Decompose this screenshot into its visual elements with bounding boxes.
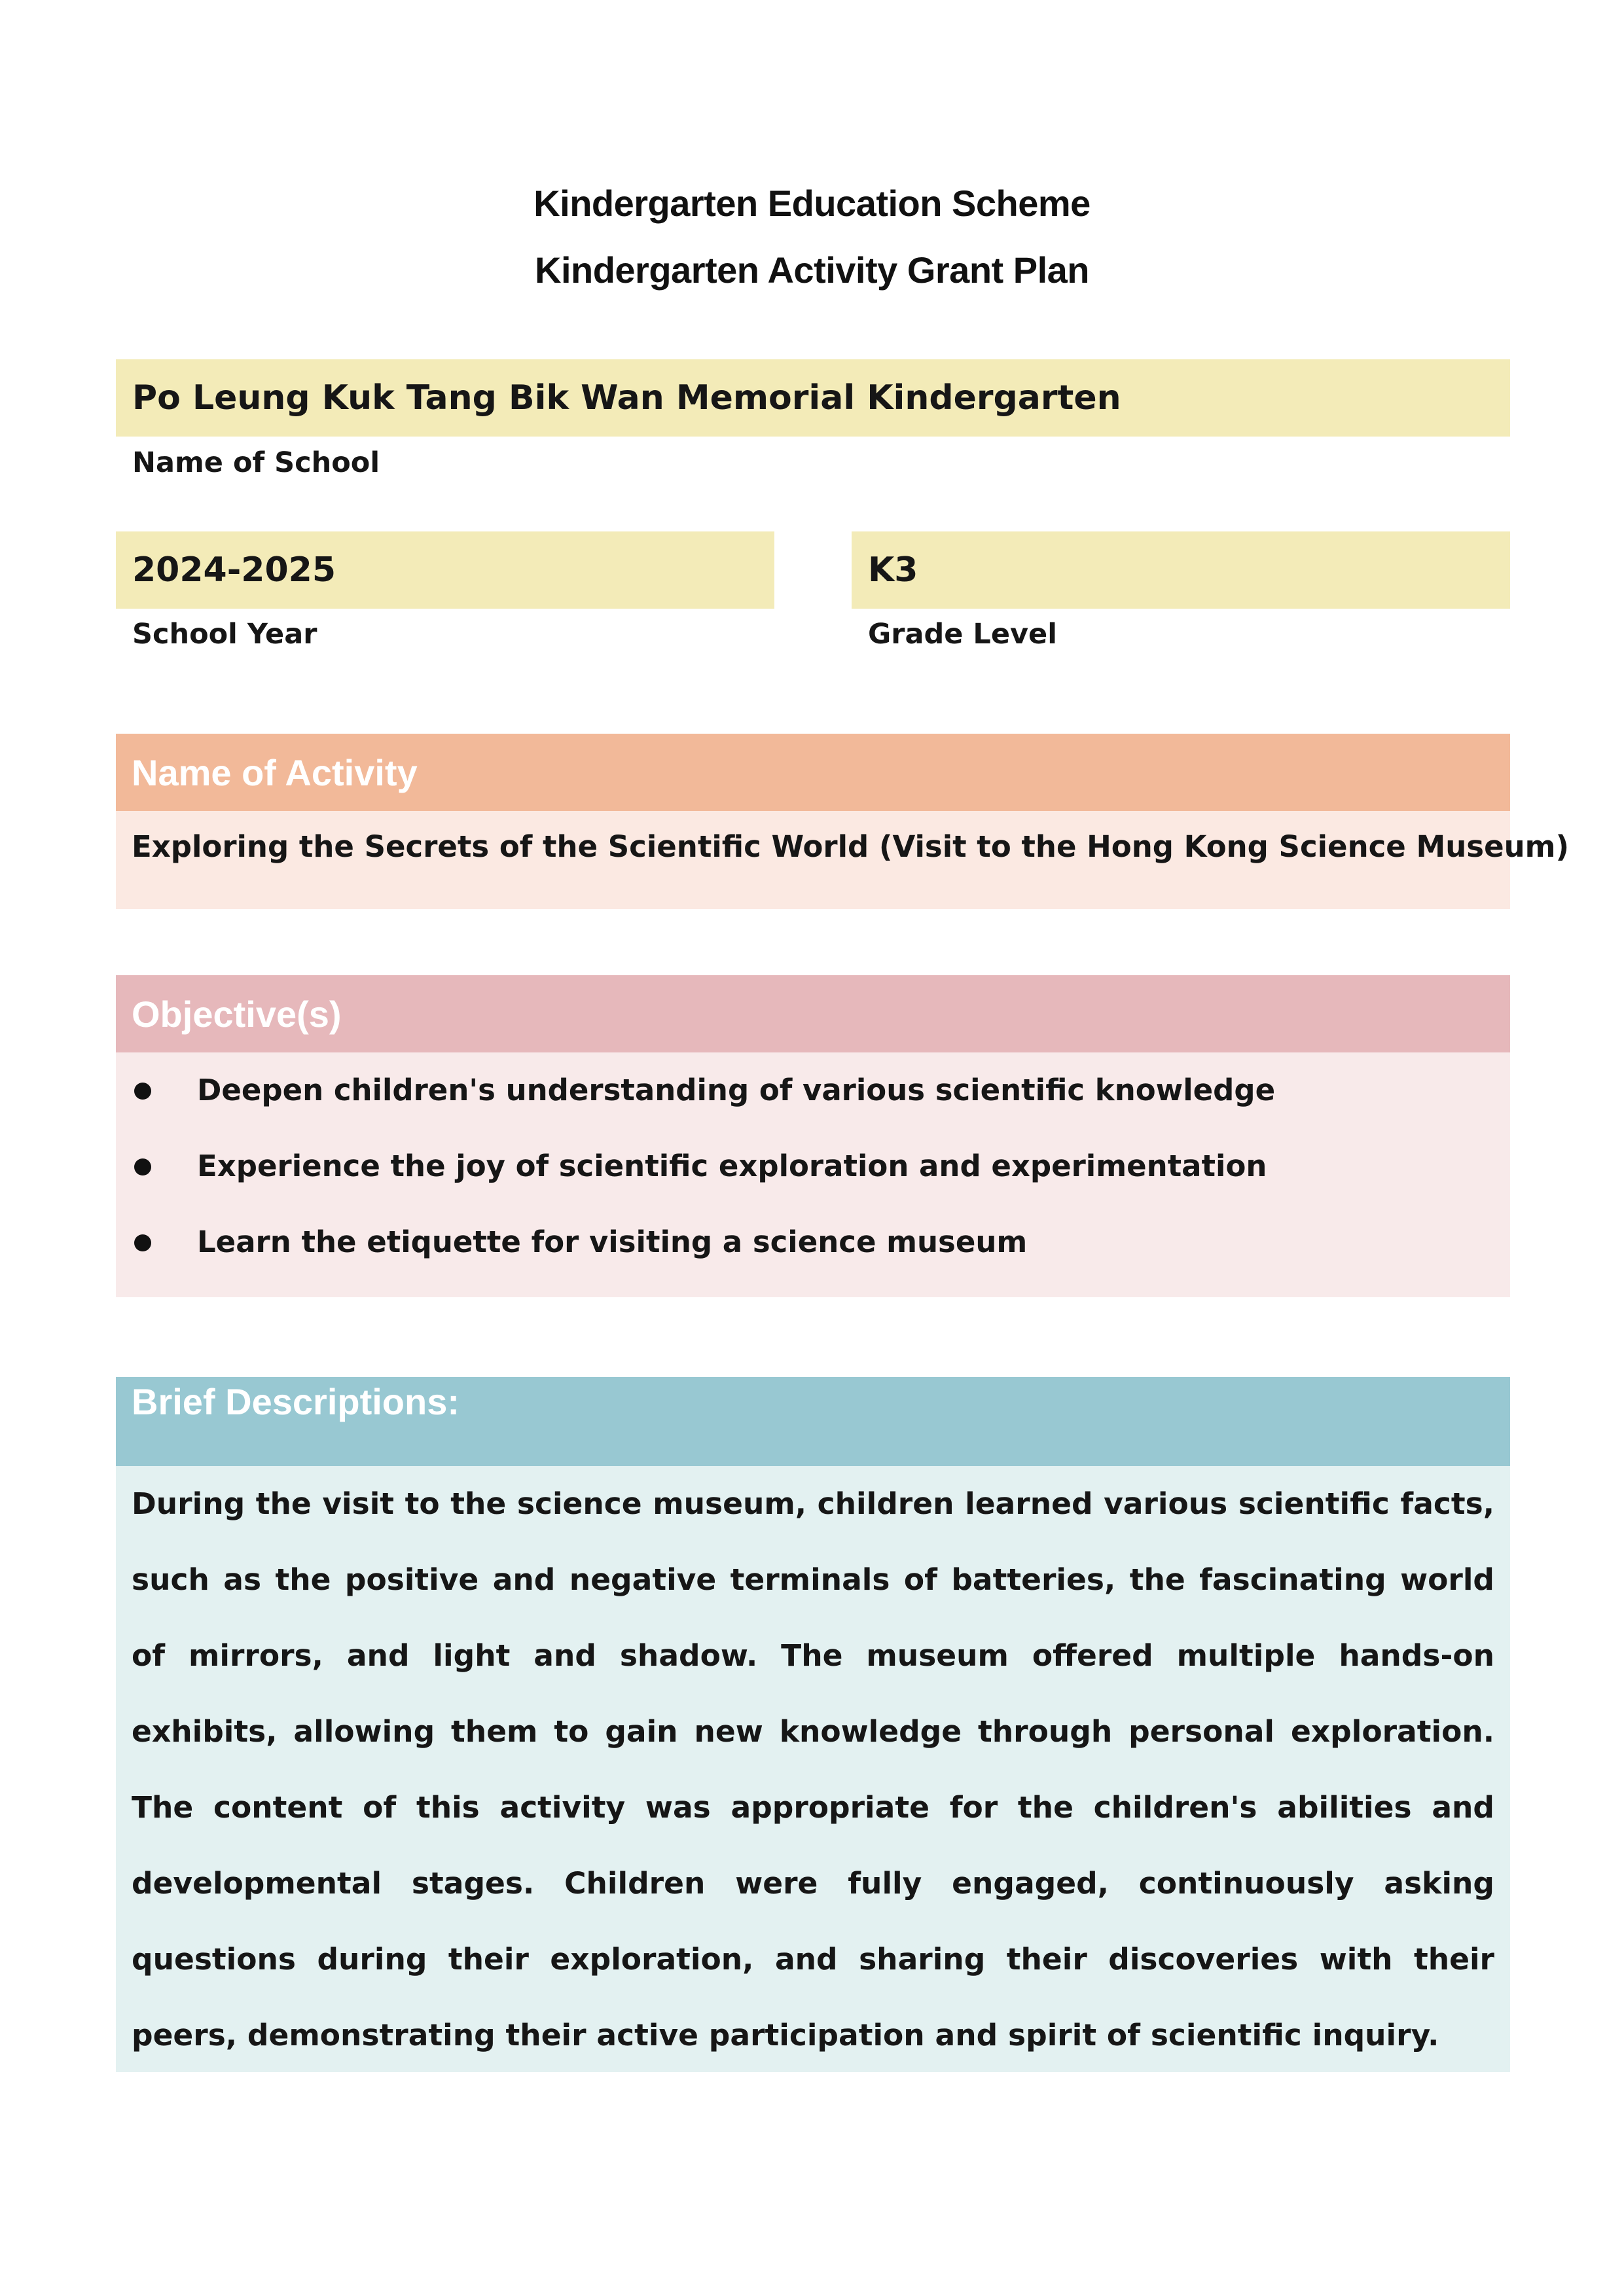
description-text: During the visit to the science museum, children learned various scientific facts, such as the positive and negative terminals of batteries, the fascinating world of mirrors, and light and shadow. The museum offered multiple hands-on exhibits, allowing them to gain new knowledge through personal exploration. The content of this activity was appropriate for the children's abilities and developmental stages. Children were fully engaged, continuously asking questions during their exploration, and sharing their discoveries with their peers, demonstrating their active participation and spirit of scientific inquiry. [132, 1486, 1494, 2053]
document-title-line-1: Kindergarten Education Scheme [533, 183, 1091, 224]
objective-text: Learn the etiquette for visiting a science museum [197, 1225, 1028, 1259]
description-heading: Brief Descriptions: [116, 1377, 1510, 1466]
objectives-heading: Objective(s) [116, 975, 1510, 1052]
grade-level-field: K3 [852, 531, 1510, 609]
document-title-line-2: Kindergarten Activity Grant Plan [535, 249, 1089, 291]
school-name-field: Po Leung Kuk Tang Bik Wan Memorial Kindergarten [116, 359, 1510, 437]
objective-item [116, 1204, 1510, 1280]
school-year-label: School Year [132, 618, 317, 651]
objectives-list [116, 1052, 1510, 1280]
objective-text: Experience the joy of scientific exploration and experimentation [197, 1149, 1267, 1183]
bullet-icon [134, 1158, 151, 1175]
school-name-label: Name of School [132, 446, 380, 479]
objective-item [116, 1052, 1510, 1128]
bullet-icon [134, 1083, 151, 1100]
objectives-list-container [116, 1052, 1510, 1297]
bullet-icon [134, 1234, 151, 1251]
activity-name: Exploring the Secrets of the Scientific World (Visit to the Hong Kong Science Museum) [116, 811, 1510, 909]
objective-text: Deepen children's understanding of various scientific knowledge [197, 1073, 1276, 1107]
school-year-field: 2024-2025 [116, 531, 774, 609]
objective-item [116, 1128, 1510, 1204]
grade-level-label: Grade Level [868, 618, 1057, 651]
description-container [116, 1466, 1510, 2072]
activity-heading: Name of Activity [116, 734, 1510, 811]
